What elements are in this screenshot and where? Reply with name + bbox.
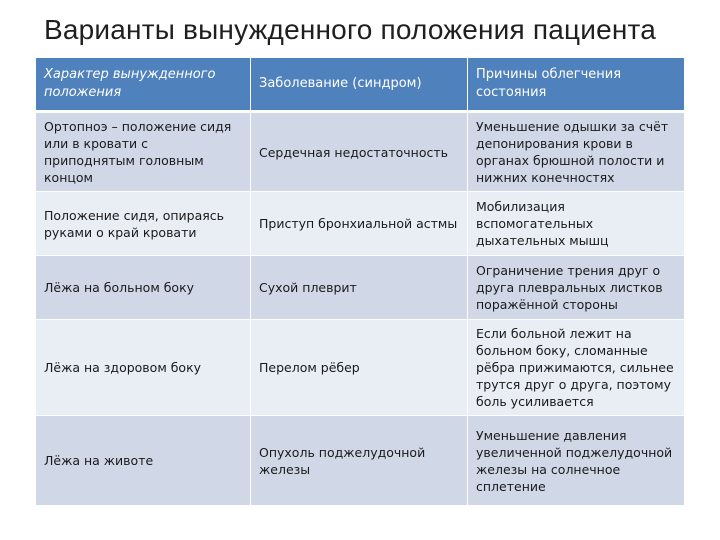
table-row <box>36 320 685 416</box>
slide-title: Варианты вынужденного положения пациента <box>44 14 656 45</box>
positions-table <box>36 58 685 506</box>
cell-position: Лёжа на животе <box>36 416 251 506</box>
cell-position: Ортопноэ – положение сидя или в кровати с приподнятым головным концом <box>36 113 251 192</box>
cell-disease: Перелом рёбер <box>251 320 468 416</box>
cell-reason: Уменьшение одышки за счёт депонирования крови в органах брюшной полости и нижних конечностях <box>468 113 685 192</box>
table-row <box>36 416 685 506</box>
table-row <box>36 113 685 192</box>
cell-position: Лёжа на больном боку <box>36 256 251 320</box>
table-header-row <box>36 58 685 113</box>
cell-disease: Приступ бронхиальной астмы <box>251 192 468 256</box>
cell-disease: Опухоль поджелудочной железы <box>251 416 468 506</box>
cell-reason: Ограничение трения друг о друга плевральных листков поражённой стороны <box>468 256 685 320</box>
cell-reason: Мобилизация вспомогательных дыхательных мышц <box>468 192 685 256</box>
header-disease: Заболевание (синдром) <box>251 58 468 113</box>
table-row <box>36 192 685 256</box>
cell-reason: Если больной лежит на больном боку, сломанные рёбра прижимаются, сильнее трутся друг о друга, поэтому боль усиливается <box>468 320 685 416</box>
cell-position: Лёжа на здоровом боку <box>36 320 251 416</box>
cell-disease: Сердечная недостаточность <box>251 113 468 192</box>
cell-position: Положение сидя, опираясь руками о край кровати <box>36 192 251 256</box>
table-row <box>36 256 685 320</box>
header-position: Характер вынужденного положения <box>36 58 251 113</box>
cell-disease: Сухой плеврит <box>251 256 468 320</box>
header-reason: Причины облегчения состояния <box>468 58 685 113</box>
cell-reason: Уменьшение давления увеличенной поджелудочной железы на солнечное сплетение <box>468 416 685 506</box>
